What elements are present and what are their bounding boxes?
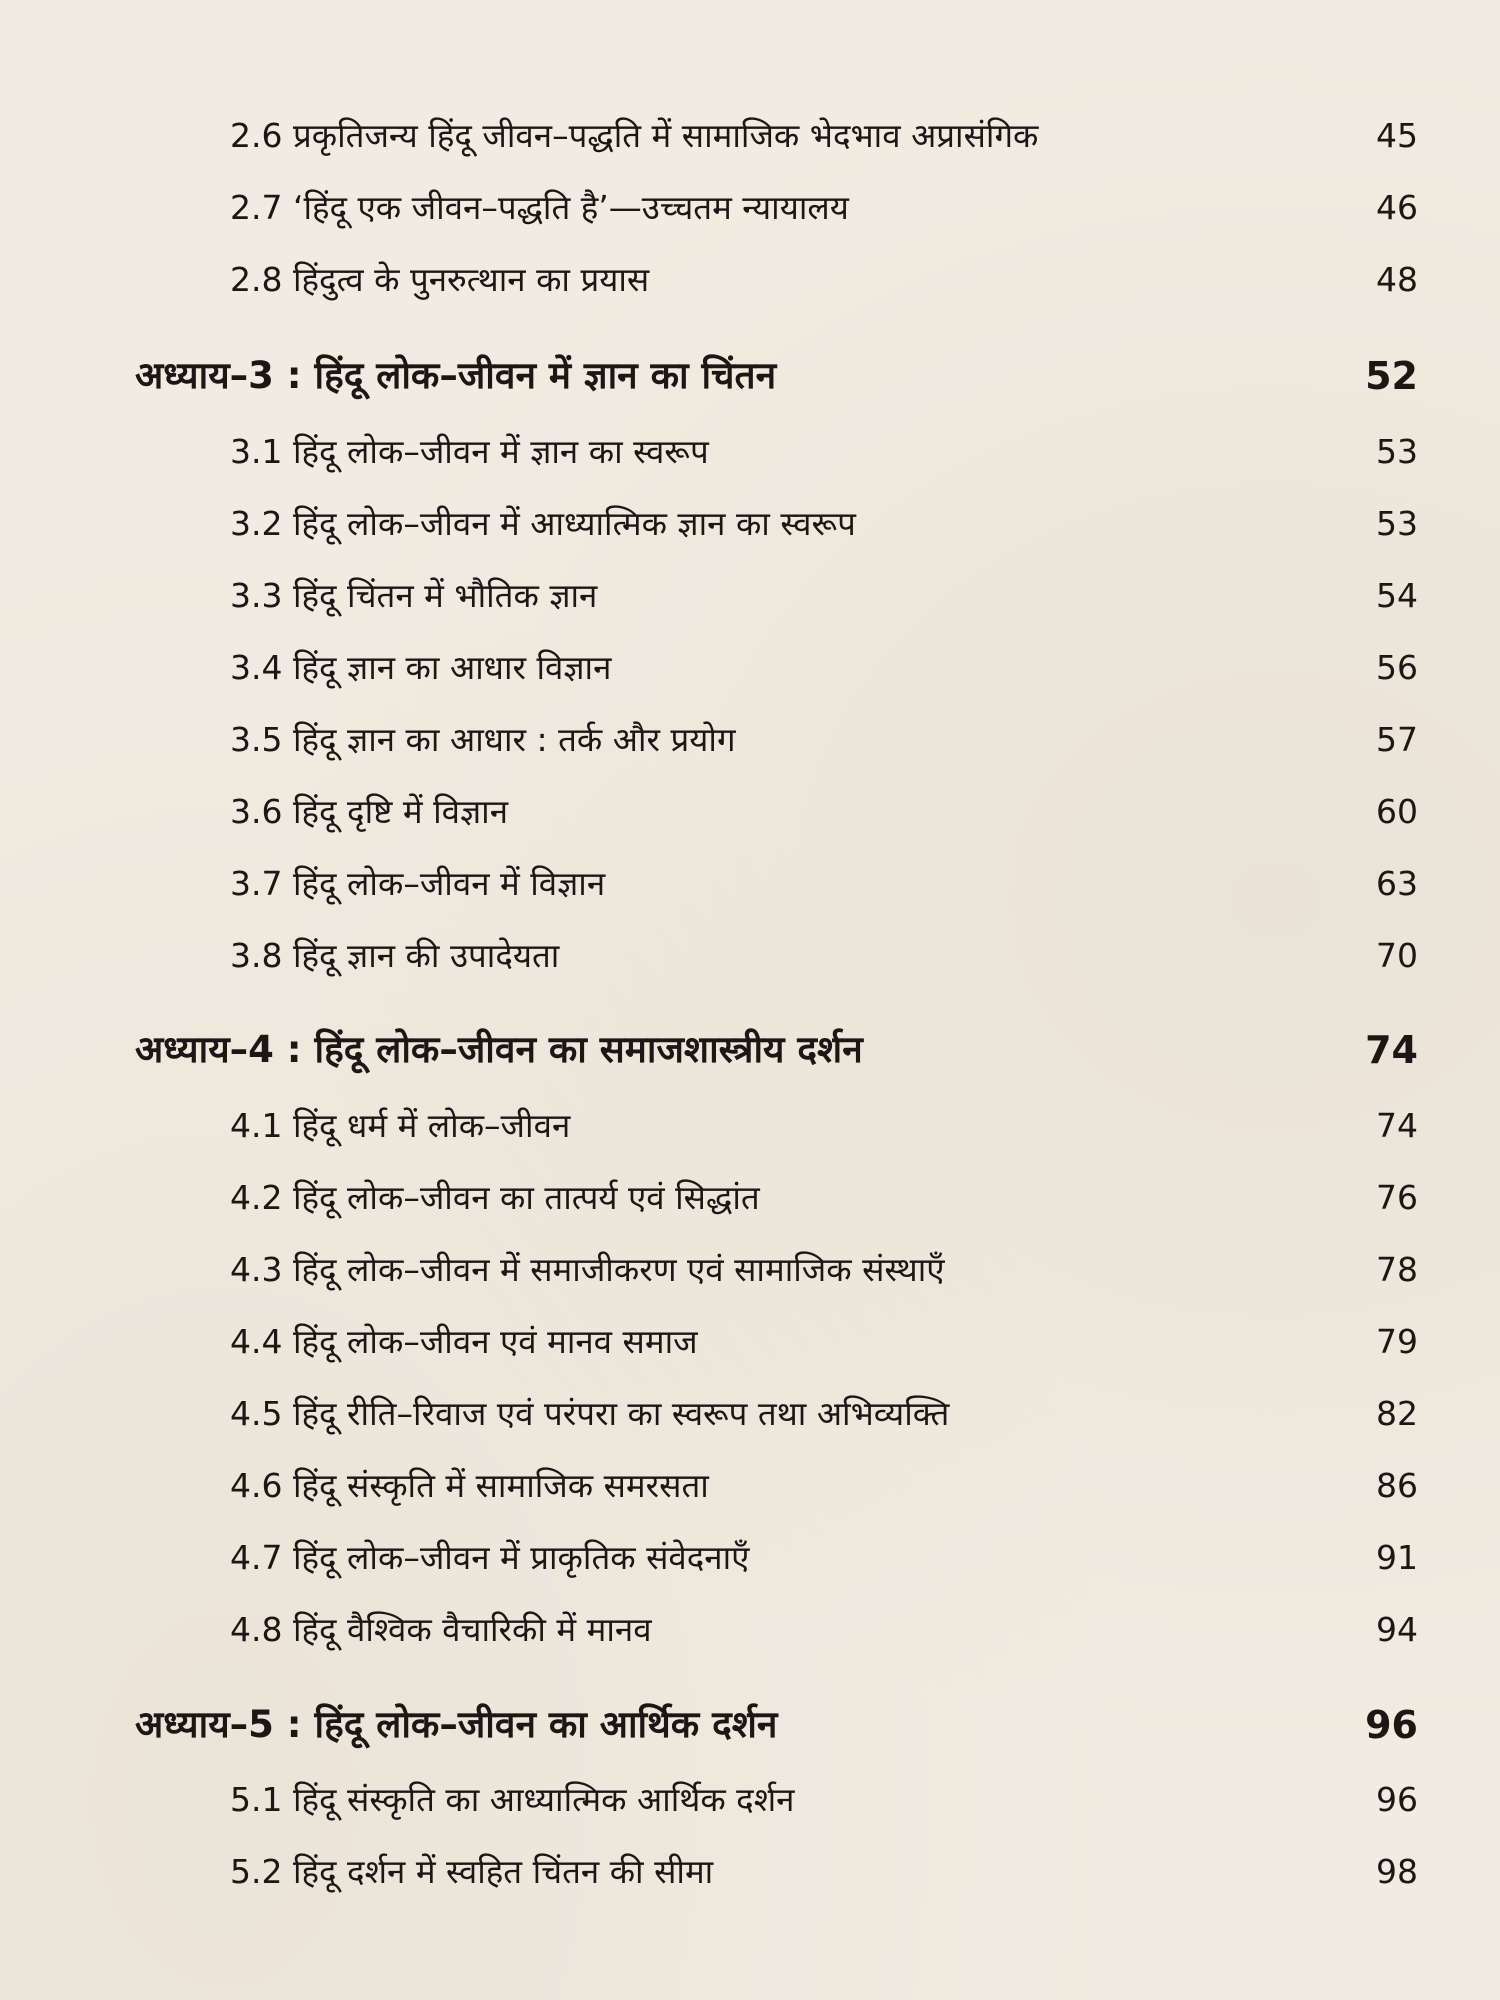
toc-entry: [0, 1096, 1500, 1156]
toc-entry-page: 56: [1376, 648, 1418, 687]
toc-entry-page: 76: [1376, 1178, 1418, 1217]
toc-entry-page: 96: [1376, 1780, 1418, 1819]
toc-entry: [0, 926, 1500, 986]
toc-entry-label: 2.8 हिंदुत्व के पुनरुत्थान का प्रयास: [230, 260, 650, 299]
toc-entry-label: 5.2 हिंदू दर्शन में स्वहित चिंतन की सीमा: [230, 1852, 714, 1891]
toc-entry: [0, 1384, 1500, 1444]
toc-entry-page: 82: [1376, 1394, 1418, 1433]
toc-entry-page: 46: [1376, 188, 1418, 227]
toc-entry-page: 57: [1376, 720, 1418, 759]
toc-entry-label: 3.1 हिंदू लोक–जीवन में ज्ञान का स्वरूप: [230, 432, 709, 471]
toc-entry-label: 3.4 हिंदू ज्ञान का आधार विज्ञान: [230, 648, 612, 687]
toc-entry-label: 4.3 हिंदू लोक–जीवन में समाजीकरण एवं सामाजिक संस्थाएँ: [230, 1250, 945, 1289]
toc-entry-page: 74: [1376, 1106, 1418, 1145]
toc-entry-label: 3.5 हिंदू ज्ञान का आधार : तर्क और प्रयोग: [230, 720, 736, 759]
toc-entry: [0, 1770, 1500, 1830]
toc-entry-page: 86: [1376, 1466, 1418, 1505]
toc-entry-page: 98: [1376, 1852, 1418, 1891]
toc-entry-page: 53: [1376, 432, 1418, 471]
chapter-title: अध्याय–5 : हिंदू लोक–जीवन का आर्थिक दर्शन: [135, 1703, 778, 1746]
toc-entry: [0, 638, 1500, 698]
toc-entry: [0, 106, 1500, 166]
toc-entry: [0, 1456, 1500, 1516]
toc-entry-label: 3.6 हिंदू दृष्टि में विज्ञान: [230, 792, 509, 831]
toc-entry: [0, 782, 1500, 842]
toc-entry: [0, 566, 1500, 626]
toc-entry-page: 53: [1376, 504, 1418, 543]
toc-entry-label: 3.3 हिंदू चिंतन में भौतिक ज्ञान: [230, 576, 598, 615]
toc-entry: [0, 494, 1500, 554]
toc-entry: [0, 1240, 1500, 1300]
toc-entry-page: 91: [1376, 1538, 1418, 1577]
chapter-heading: [0, 346, 1500, 406]
toc-entry-label: 3.2 हिंदू लोक–जीवन में आध्यात्मिक ज्ञान का स्वरूप: [230, 504, 856, 543]
toc-entry-label: 4.4 हिंदू लोक–जीवन एवं मानव समाज: [230, 1322, 698, 1361]
toc-entry-page: 45: [1376, 116, 1418, 155]
toc-entry: [0, 1600, 1500, 1660]
toc-entry: [0, 1168, 1500, 1228]
toc-entry: [0, 1312, 1500, 1372]
chapter-page: 96: [1365, 1703, 1418, 1747]
toc-entry: [0, 178, 1500, 238]
toc-entry-label: 4.2 हिंदू लोक–जीवन का तात्पर्य एवं सिद्धांत: [230, 1178, 760, 1217]
toc-entry-page: 54: [1376, 576, 1418, 615]
chapter-title: अध्याय–4 : हिंदू लोक–जीवन का समाजशास्त्रीय दर्शन: [135, 1028, 863, 1071]
toc-entry-label: 3.8 हिंदू ज्ञान की उपादेयता: [230, 936, 560, 975]
chapter-page: 74: [1365, 1028, 1418, 1072]
toc-entry-page: 63: [1376, 864, 1418, 903]
toc-entry-label: 4.8 हिंदू वैश्विक वैचारिकी में मानव: [230, 1610, 652, 1649]
toc-entry-page: 94: [1376, 1610, 1418, 1649]
toc-entry-page: 48: [1376, 260, 1418, 299]
toc-entry-label: 3.7 हिंदू लोक–जीवन में विज्ञान: [230, 864, 606, 903]
toc-entry: [0, 854, 1500, 914]
toc-entry: [0, 422, 1500, 482]
toc-entry-label: 4.6 हिंदू संस्कृति में सामाजिक समरसता: [230, 1466, 709, 1505]
toc-entry-page: 70: [1376, 936, 1418, 975]
chapter-heading: [0, 1695, 1500, 1755]
toc-entry-label: 4.1 हिंदू धर्म में लोक–जीवन: [230, 1106, 571, 1145]
toc-entry-label: 5.1 हिंदू संस्कृति का आध्यात्मिक आर्थिक दर्शन: [230, 1780, 795, 1819]
toc-entry-label: 2.6 प्रकृतिजन्य हिंदू जीवन–पद्धति में सामाजिक भेदभाव अप्रासंगिक: [230, 116, 1039, 155]
chapter-heading: [0, 1020, 1500, 1080]
chapter-page: 52: [1365, 354, 1418, 398]
toc-entry: [0, 710, 1500, 770]
toc-entry: [0, 1528, 1500, 1588]
toc-entry: [0, 250, 1500, 310]
chapter-title: अध्याय–3 : हिंदू लोक–जीवन में ज्ञान का चिंतन: [135, 354, 777, 397]
toc-entry-label: 4.7 हिंदू लोक–जीवन में प्राकृतिक संवेदनाएँ: [230, 1538, 750, 1577]
toc-entry-label: 4.5 हिंदू रीति–रिवाज एवं परंपरा का स्वरूप तथा अभिव्यक्ति: [230, 1394, 950, 1433]
toc-entry-page: 79: [1376, 1322, 1418, 1361]
toc-entry-page: 60: [1376, 792, 1418, 831]
toc-entry-page: 78: [1376, 1250, 1418, 1289]
toc-entry-label: 2.7 ‘हिंदू एक जीवन–पद्धति है’—उच्चतम न्यायालय: [230, 188, 849, 227]
toc-entry: [0, 1842, 1500, 1902]
